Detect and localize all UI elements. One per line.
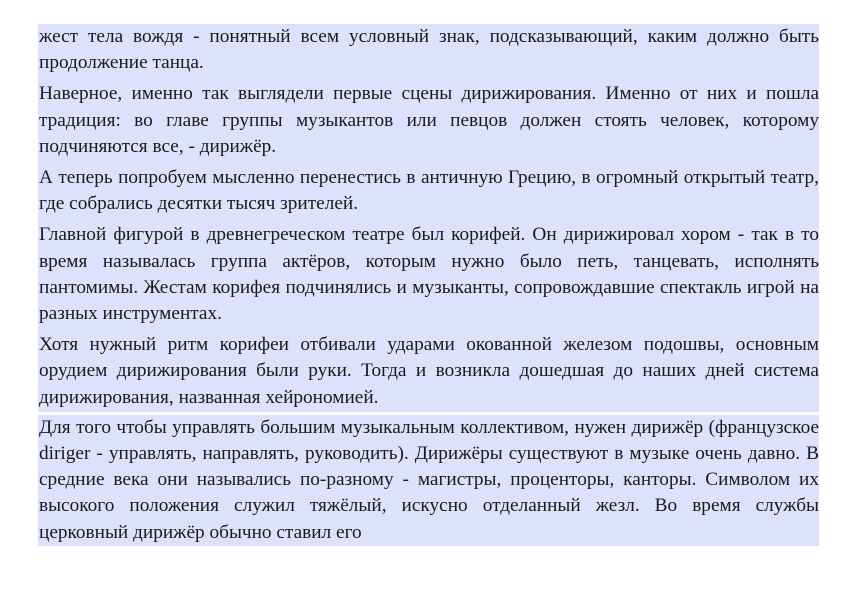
paragraph: Хотя нужный ритм корифеи отбивали ударами окованной железом подошвы, основным орудием дирижирования были руки. Тогда и возникла дошедшая до наших дней система дирижирования, названная хейрономией. — [39, 334, 819, 408]
paragraph: Главной фигурой в древнегреческом театре был корифей. Он дирижировал хором - так в то время называлась группа актёров, которым нужно было петь, танцевать, исполнять пантомимы. Жестам корифея подчинялись и музыканты, сопровождавшие спектакль игрой на разных инструментах. — [39, 224, 819, 325]
paragraph: жест тела вождя - понятный всем условный знак, подсказывающий, каким должно быть продолжение танца. — [39, 26, 819, 74]
text-block-bottom — [38, 415, 819, 546]
paragraph: А теперь попробуем мысленно перенестись в античную Грецию, в огромный открытый театр, где собрались десятки тысяч зрителей. — [39, 167, 819, 215]
paragraph: Наверное, именно так выглядели первые сцены дирижирования. Именно от них и пошла традиция: во главе группы музыкантов или певцов должен стоять человек, которому подчиняются все, - дирижёр. — [39, 83, 819, 157]
document-page — [38, 24, 819, 546]
text-block-top — [38, 24, 819, 412]
paragraph: Для того чтобы управлять большим музыкальным коллективом, нужен дирижёр (французское diriger - управлять, направлять, руководить). Дирижёры существуют в музыке очень давно. В средние века они назывались по-разному - магистры, проценторы, канторы. Символом их высокого положения служил тяжёлый, искусно отделанный жезл. Во время службы церковный дирижёр обычно ставил его — [39, 416, 819, 543]
